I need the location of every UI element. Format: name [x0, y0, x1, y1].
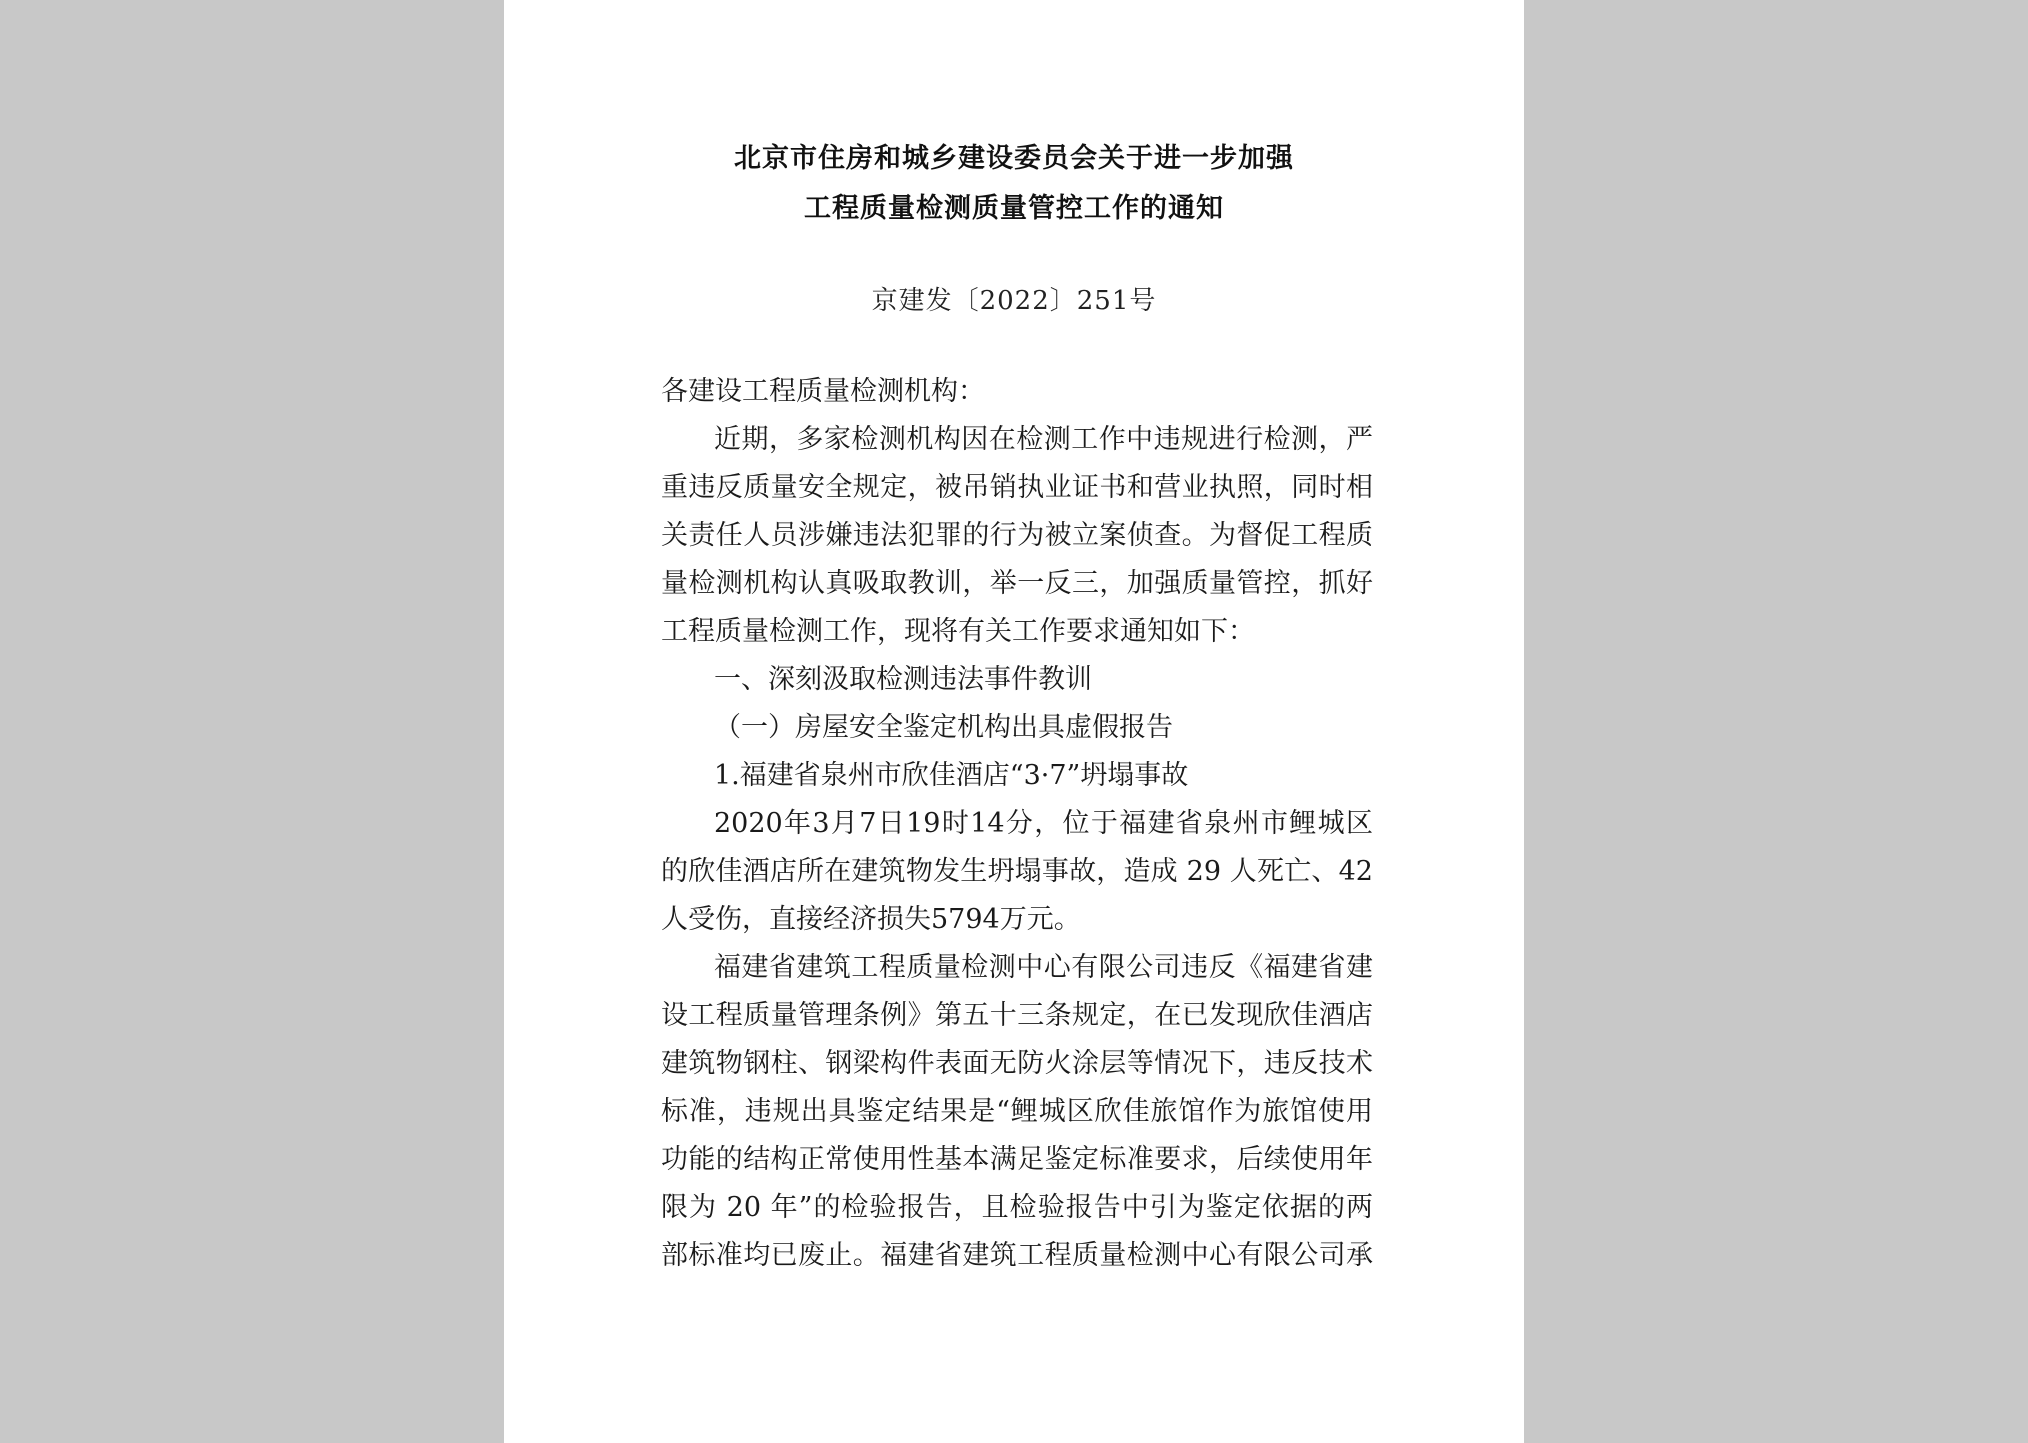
body-line: 部标准均已废止。福建省建筑工程质量检测中心有限公司承: [661, 1240, 1373, 1271]
body-line: 工程质量检测工作，现将有关工作要求通知如下：: [661, 616, 1255, 647]
body-line: 量检测机构认真吸取教训，举一反三，加强质量管控，抓好: [661, 568, 1373, 599]
body-line: 人受伤，直接经济损失5794万元。: [661, 904, 1081, 935]
document-title-line-2: 工程质量检测质量管控工作的通知: [804, 193, 1224, 224]
section-heading: 一、深刻汲取检测违法事件教训: [714, 664, 1092, 695]
document-title-line-1: 北京市住房和城乡建设委员会关于进一步加强: [734, 143, 1294, 174]
body-line: 设工程质量管理条例》第五十三条规定，在已发现欣佳酒店: [661, 1000, 1373, 1031]
body-line: 2020年3月7日19时14分，位于福建省泉州市鲤城区: [714, 808, 1373, 839]
document-number: 京建发〔2022〕251号: [871, 286, 1157, 316]
body-line: 限为 20 年”的检验报告，且检验报告中引为鉴定依据的两: [661, 1192, 1373, 1223]
case-heading: 1.福建省泉州市欣佳酒店“3·7”坍塌事故: [714, 760, 1189, 791]
body-line: 标准，违规出具鉴定结果是“鲤城区欣佳旅馆作为旅馆使用: [661, 1096, 1373, 1127]
body-line: 关责任人员涉嫌违法犯罪的行为被立案侦查。为督促工程质: [661, 520, 1373, 551]
body-line: 近期，多家检测机构因在检测工作中违规进行检测，严: [714, 424, 1373, 455]
body-line: 重违反质量安全规定，被吊销执业证书和营业执照，同时相: [661, 472, 1373, 503]
subsection-heading: （一）房屋安全鉴定机构出具虚假报告: [714, 712, 1173, 743]
document-page: [504, 0, 1524, 1443]
body-line: 功能的结构正常使用性基本满足鉴定标准要求，后续使用年: [661, 1144, 1373, 1175]
salutation: 各建设工程质量检测机构：: [661, 376, 985, 407]
body-line: 福建省建筑工程质量检测中心有限公司违反《福建省建: [714, 952, 1373, 983]
body-line: 的欣佳酒店所在建筑物发生坍塌事故，造成 29 人死亡、42: [661, 856, 1373, 887]
body-line: 建筑物钢柱、钢梁构件表面无防火涂层等情况下，违反技术: [661, 1048, 1373, 1079]
